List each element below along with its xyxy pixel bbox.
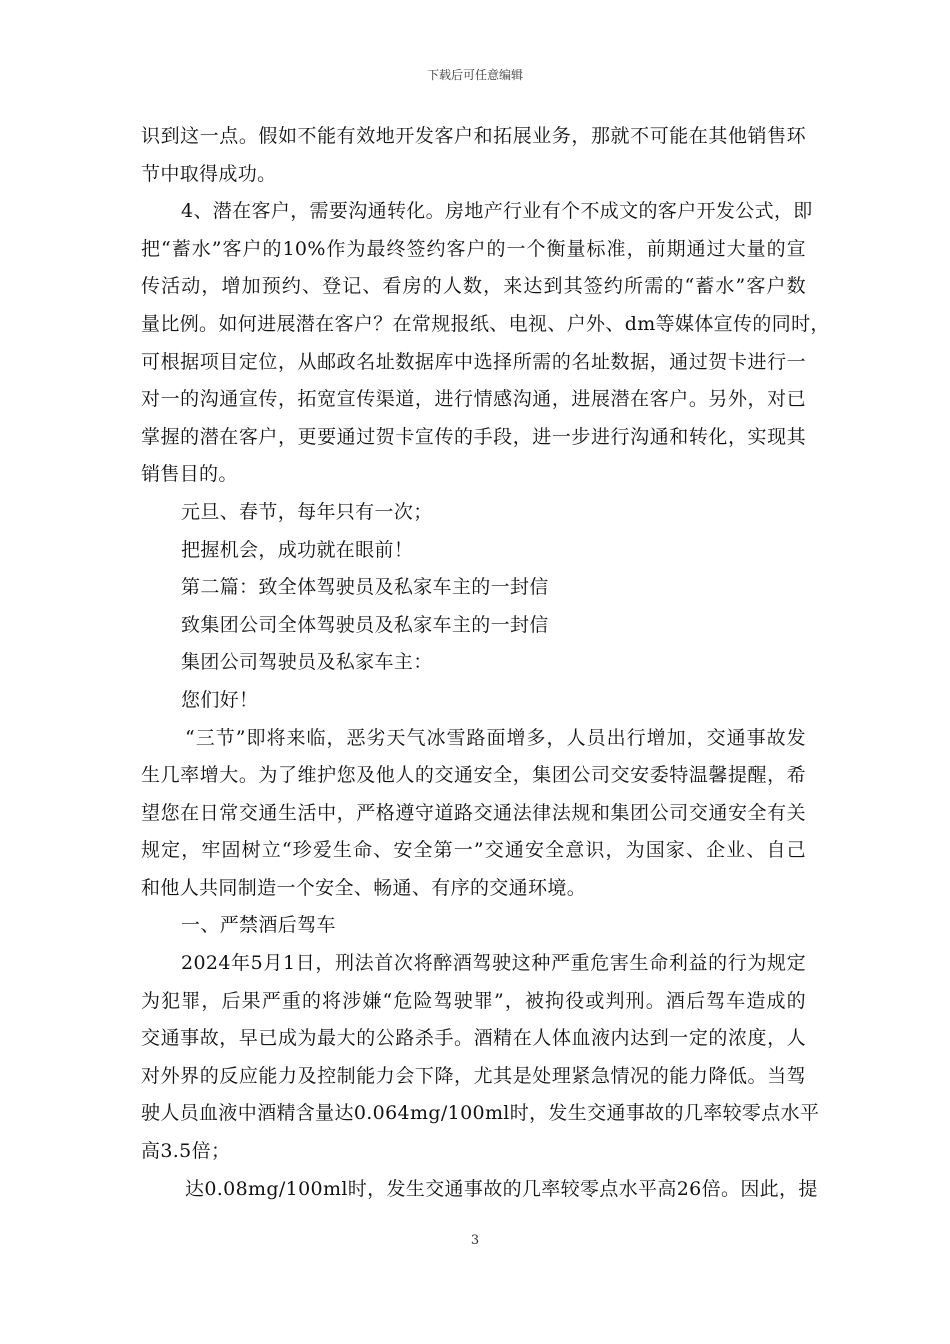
paragraph-line: 节中取得成功。: [141, 162, 277, 185]
paragraph-line: 达0.08mg/100ml时，发生交通事故的几率较零点水平高26倍。因此，提: [185, 1177, 818, 1200]
paragraph-line: 传活动，增加预约、登记、看房的人数，来达到其签约所需的“蓄水”客户数: [141, 275, 806, 298]
paragraph-line: 销售目的。: [141, 463, 238, 486]
paragraph-line: 为犯罪，后果严重的将涉嫌“危险驾驶罪”，被拘役或判刑。酒后驾车造成的: [141, 989, 806, 1012]
section-title: 第二篇：致全体驾驶员及私家车主的一封信: [181, 576, 549, 599]
paragraph-line: 规定，牢固树立“珍爱生命、安全第一”交通安全意识，为国家、企业、自己: [141, 839, 806, 862]
paragraph-line: 望您在日常交通生活中，严格遵守道路交通法律法规和集团公司交通安全有关: [141, 801, 806, 824]
page-number: 3: [470, 1233, 480, 1248]
page-header: 下载后可任意编辑: [426, 68, 523, 82]
paragraph-line: 4、潜在客户，需要沟通转化。房地产行业有个不成文的客户开发公式，即: [181, 200, 813, 223]
paragraph-line: 驶人员血液中酒精含量达0.064mg/100ml时，发生交通事故的几率较零点水平: [141, 1102, 820, 1125]
letter-salutation: 集团公司驾驶员及私家车主：: [181, 651, 433, 674]
subsection-heading: 一、严禁酒后驾车: [181, 914, 336, 937]
paragraph-line: 交通事故，早已成为最大的公路杀手。酒精在人体血液内达到一定的浓度，人: [141, 1027, 806, 1050]
paragraph-line: 掌握的潜在客户，更要通过贺卡宣传的手段，进一步进行沟通和转化，实现其: [141, 425, 806, 448]
letter-title: 致集团公司全体驾驶员及私家车主的一封信: [181, 613, 549, 636]
paragraph-line: “三节”即将来临，恶劣天气冰雪路面增多，人员出行增加，交通事故发: [185, 726, 806, 749]
paragraph-line: 生几率增大。为了维护您及他人的交通安全，集团公司交安委特温馨提醒，希: [141, 764, 806, 787]
document-body: [141, 118, 830, 1208]
letter-greeting: 您们好！: [181, 688, 259, 711]
paragraph-line: 把“蓄水”客户的10%作为最终签约客户的一个衡量标准，前期通过大量的宣: [141, 237, 806, 260]
paragraph-line: 识到这一点。假如不能有效地开发客户和拓展业务，那就不可能在其他销售环: [141, 125, 806, 147]
paragraph-line: 对外界的反应能力及控制能力会下降，尤其是处理紧急情况的能力降低。当驾: [141, 1064, 806, 1087]
paragraph-line: 对一的沟通宣传，拓宽宣传渠道，进行情感沟通，进展潜在客户。另外，对已: [141, 388, 806, 411]
paragraph-line: 可根据项目定位，从邮政名址数据库中选择所需的名址数据，通过贺卡进行一: [141, 350, 806, 373]
paragraph-line: 元旦、春节，每年只有一次；: [181, 500, 433, 523]
paragraph-line: 2024年5月1日，刑法首次将醉酒驾驶这种严重危害生命利益的行为规定: [181, 952, 806, 975]
paragraph-line: 高3.5倍；: [141, 1140, 231, 1163]
paragraph-line: 把握机会，成功就在眼前！: [181, 538, 414, 561]
paragraph-line: 和他人共同制造一个安全、畅通、有序的交通环境。: [141, 876, 587, 899]
paragraph-line: 量比例。如何进展潜在客户？在常规报纸、电视、户外、dm等媒体宣传的同时，: [141, 312, 830, 335]
